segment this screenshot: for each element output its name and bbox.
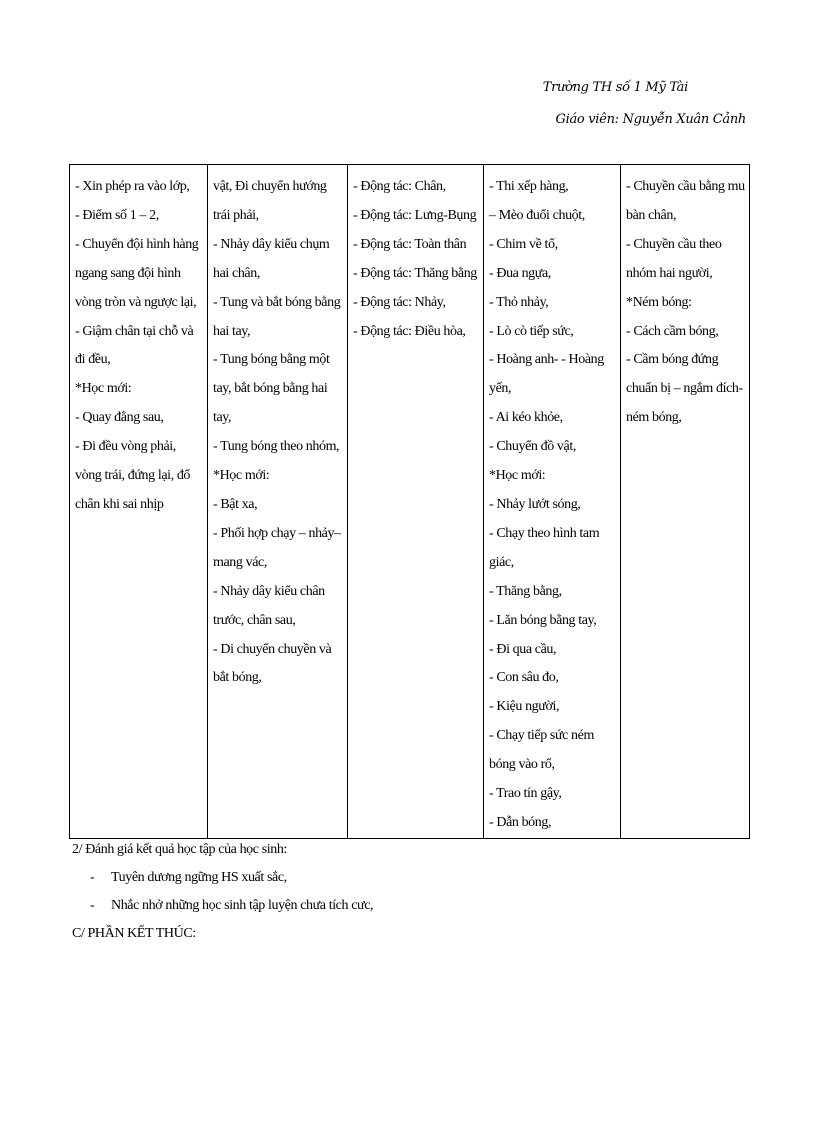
table-cell-1 [70,165,208,839]
list-item: - Chuyển đồ vật, [489,439,576,455]
list-item: - Chim về tổ, [489,236,558,252]
list-item: - Chuyền cầu bằng mu bàn chân, [626,179,745,223]
list-item: - Xin phép ra vào lớp, [75,179,190,194]
list-item: - Kiệu người, [489,699,560,715]
table-cell-3 [348,165,484,839]
list-item: - Bật xa, [213,496,258,512]
table-cell-5 [621,165,750,839]
list-item: - Trao tín gậy, [489,786,562,802]
list-item: *Ném bóng: [626,294,692,310]
list-item: - Tung bóng bằng một tay, bắt bóng bằng hai tay, [213,352,330,426]
list-item: - Phối hợp chạy – nhảy– mang vác, [213,525,341,570]
list-item: - Động tác: Nhảy, [353,294,446,310]
table-row [70,165,750,839]
list-item: - Nhảy dây kiểu chân trước, chân sau, [213,583,325,628]
list-item: - Dẫn bóng, [489,814,552,830]
evaluation-item-praise: Tuyên dương ngững HS xuất sắc, [111,870,287,885]
list-item: - Tung bóng theo nhóm, [213,439,340,455]
table-cell-4 [484,165,621,839]
list-item: - Di chuyển chuyền và bắt bóng, [213,641,332,686]
table-cell-2 [208,165,348,839]
evaluation-section [72,836,373,948]
list-item: - Nhảy dây kiểu chụm hai chân, [213,236,330,281]
list-item [72,864,373,892]
list-item: - Động tác: Lưng-Bụng [353,207,477,223]
list-item: - Tung và bắt bóng bằng hai tay, [213,294,341,339]
list-item: – Mèo đuổi chuột, [489,207,585,223]
list-item: - Động tác: Chân, [353,179,446,194]
content-table [69,164,750,839]
list-item: - Động tác: Thăng bằng [353,265,477,281]
evaluation-heading: 2/ Đánh giá kết quả học tập của học sinh: [72,842,287,857]
list-item: - Chuyển đội hình hàng ngang sang đội hình vòng tròn và ngược lại, [75,236,199,310]
list-item: - Nhảy lướt sóng, [489,496,581,512]
bullet-dash: - [90,898,95,913]
list-item: - Thăng bằng, [489,583,562,599]
list-item: *Học mới: [75,381,132,397]
list-item: - Thi xếp hàng, [489,179,569,194]
list-item: - Thỏ nhảy, [489,294,549,310]
list-item: - Lò cò tiếp sức, [489,323,574,339]
list-item: - Con sâu đo, [489,670,559,686]
list-item: - Lăn bóng bằng tay, [489,612,597,628]
list-item: - Đi qua cầu, [489,641,557,657]
list-item: - Chuyền cầu theo nhóm hai người, [626,236,722,281]
teacher-name: Giáo viên: Nguyễn Xuân Cảnh [555,112,746,127]
list-item: - Cách cầm bóng, [626,323,719,339]
list-item: *Học mới: [213,468,270,484]
bullet-dash: - [90,870,95,885]
list-item: - Giậm chân tại chỗ và đi đều, [75,323,194,368]
list-item: vật, Đi chuyển hướng trái phải, [213,179,327,223]
list-item: *Học mới: [489,468,546,484]
list-item: - Đi đều vòng phải, vòng trái, đứng lại, đổ chân khi sai nhịp [75,439,191,512]
list-item: - Hoàng anh- - Hoàng yến, [489,352,604,397]
page-header [543,72,746,136]
list-item [72,892,373,920]
list-item: - Chạy theo hình tam giác, [489,525,600,570]
list-item: - Ai kéo khỏe, [489,410,563,426]
list-item: - Cầm bóng đứng chuẩn bị – ngắm đích- ném bóng, [626,352,743,426]
list-item: - Động tác: Toàn thân [353,236,467,252]
list-item: - Động tác: Điều hòa, [353,323,466,339]
list-item: - Đua ngựa, [489,265,551,281]
closing-heading: C/ PHẦN KẾT THÚC: [72,926,196,941]
list-item: - Điểm số 1 – 2, [75,207,159,223]
evaluation-item-remind: Nhắc nhở những học sinh tập luyện chưa tích cưc, [111,898,374,913]
school-name: Trường TH số 1 Mỹ Tài [542,80,688,95]
list-item: - Quay đằng sau, [75,410,164,426]
list-item: - Chạy tiếp sức ném bóng vào rổ, [489,728,594,773]
